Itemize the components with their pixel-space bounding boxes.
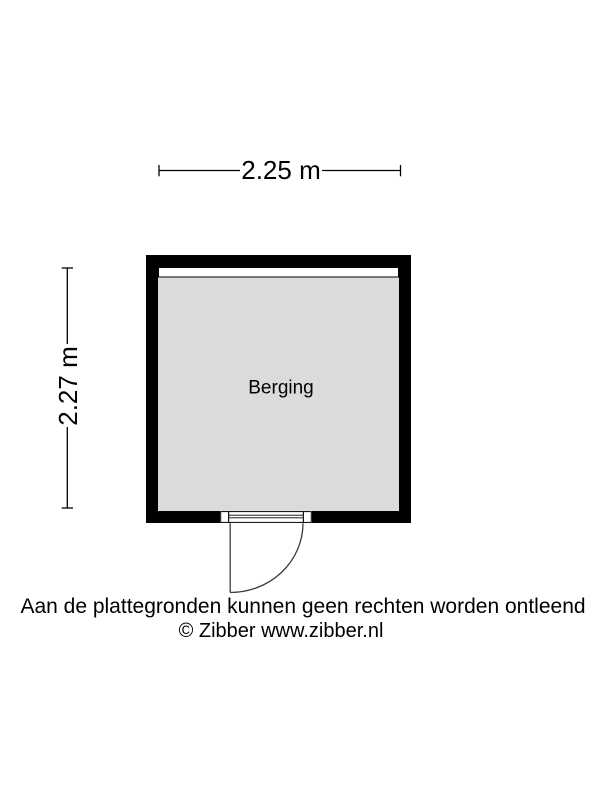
dimension-height [53, 268, 83, 508]
copyright-text: © Zibber www.zibber.nl [178, 620, 384, 642]
dimension-width-label: 2.25 m [241, 155, 321, 185]
footer-caption [20, 595, 585, 642]
door-jamb-right [303, 512, 311, 523]
dimension-height-label: 2.27 m [53, 346, 83, 426]
disclaimer-text: Aan de plattegronden kunnen geen rechten worden ontleend [20, 595, 586, 618]
door-jamb-left [221, 512, 229, 523]
room-berging [146, 255, 411, 593]
room-label: Berging [248, 377, 314, 399]
door-threshold [229, 512, 304, 523]
window-top [159, 268, 399, 278]
dimension-width [159, 155, 401, 185]
door-swing-arc [230, 523, 303, 592]
